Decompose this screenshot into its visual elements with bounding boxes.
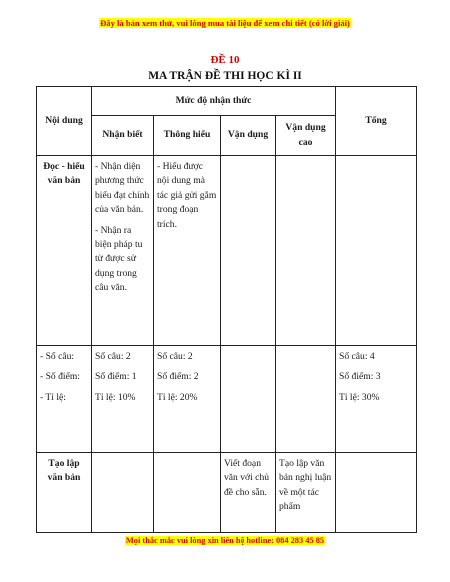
header-level-group: Mức độ nhận thức	[92, 87, 336, 116]
cell-text: Tỉ lệ: 30%	[339, 391, 380, 403]
cell-text: Tỉ lệ: 10%	[95, 391, 136, 403]
row-label-doc-hieu: Đọc - hiểu văn bản	[37, 156, 92, 346]
cell-thong-hieu	[154, 346, 221, 453]
cell-text: - Số điểm:	[40, 371, 80, 383]
table-row	[37, 453, 417, 533]
cell-text: Số câu: 2	[95, 351, 131, 362]
matrix-table	[36, 86, 417, 533]
cell-text: - Nhận ra biện pháp tu từ được sử dụng trong câu văn.	[95, 224, 143, 294]
cell-van-dung	[221, 346, 276, 453]
page-title: MA TRẬN ĐỀ THI HỌC KÌ II	[148, 70, 302, 82]
cell-tong	[336, 346, 417, 453]
cell-text: Số câu: 2	[157, 351, 193, 362]
cell-thong-hieu	[154, 453, 221, 533]
cell-text: - Nhận diện phương thức biểu đạt chính của văn bản.	[95, 161, 150, 216]
hotline-footer	[0, 536, 450, 545]
cell-van-dung	[221, 156, 276, 346]
cell-van-dung: Viết đoạn văn với chủ đề cho sẵn.	[221, 453, 276, 533]
cell-nhan-biet	[92, 453, 154, 533]
cell-van-dung-cao	[276, 156, 336, 346]
preview-banner	[0, 18, 450, 28]
cell-van-dung-cao	[276, 346, 336, 453]
cell-tong	[336, 453, 417, 533]
row-label-tao-lap: Tạo lập văn bản	[37, 453, 92, 533]
cell-text: Số điểm: 2	[157, 371, 199, 383]
cell-thong-hieu: - Hiểu được nội dung mà tác giả gửi gắm trong đoạn trích.	[154, 156, 221, 346]
header-total: Tổng	[336, 87, 417, 156]
cell-nhan-biet	[92, 346, 154, 453]
cell-text: Số điểm: 1	[95, 371, 137, 383]
cell-nhan-biet	[92, 156, 154, 346]
header-thong-hieu: Thông hiểu	[154, 116, 221, 156]
table-row	[37, 346, 417, 453]
table-row	[37, 156, 417, 346]
preview-banner-text: Đây là bản xem thử, vui lòng mua tài liệu để xem chi tiết (có lời giải)	[100, 18, 350, 28]
cell-text: Tỉ lệ: 20%	[157, 391, 198, 403]
header-content: Nội dung	[37, 87, 92, 156]
cell-text: Số điểm: 3	[339, 371, 381, 383]
cell-text: - Tỉ lệ:	[40, 391, 66, 403]
header-van-dung-cao: Vận dụng cao	[276, 116, 336, 156]
cell-van-dung-cao: Tạo lập văn bản nghị luận về một tác phẩm	[276, 453, 336, 533]
header-nhan-biet: Nhận biết	[92, 116, 154, 156]
cell-text: Số câu: 4	[339, 351, 375, 362]
exam-code: ĐỀ 10	[210, 54, 240, 66]
hotline-text: Mọi thắc mắc vui lòng xin liên hệ hotline: 084 283 45 85	[125, 536, 325, 545]
cell-text: - Số câu:	[40, 351, 75, 362]
cell-tong	[336, 156, 417, 346]
header-van-dung: Vận dụng	[221, 116, 276, 156]
row-label-stats	[37, 346, 92, 453]
